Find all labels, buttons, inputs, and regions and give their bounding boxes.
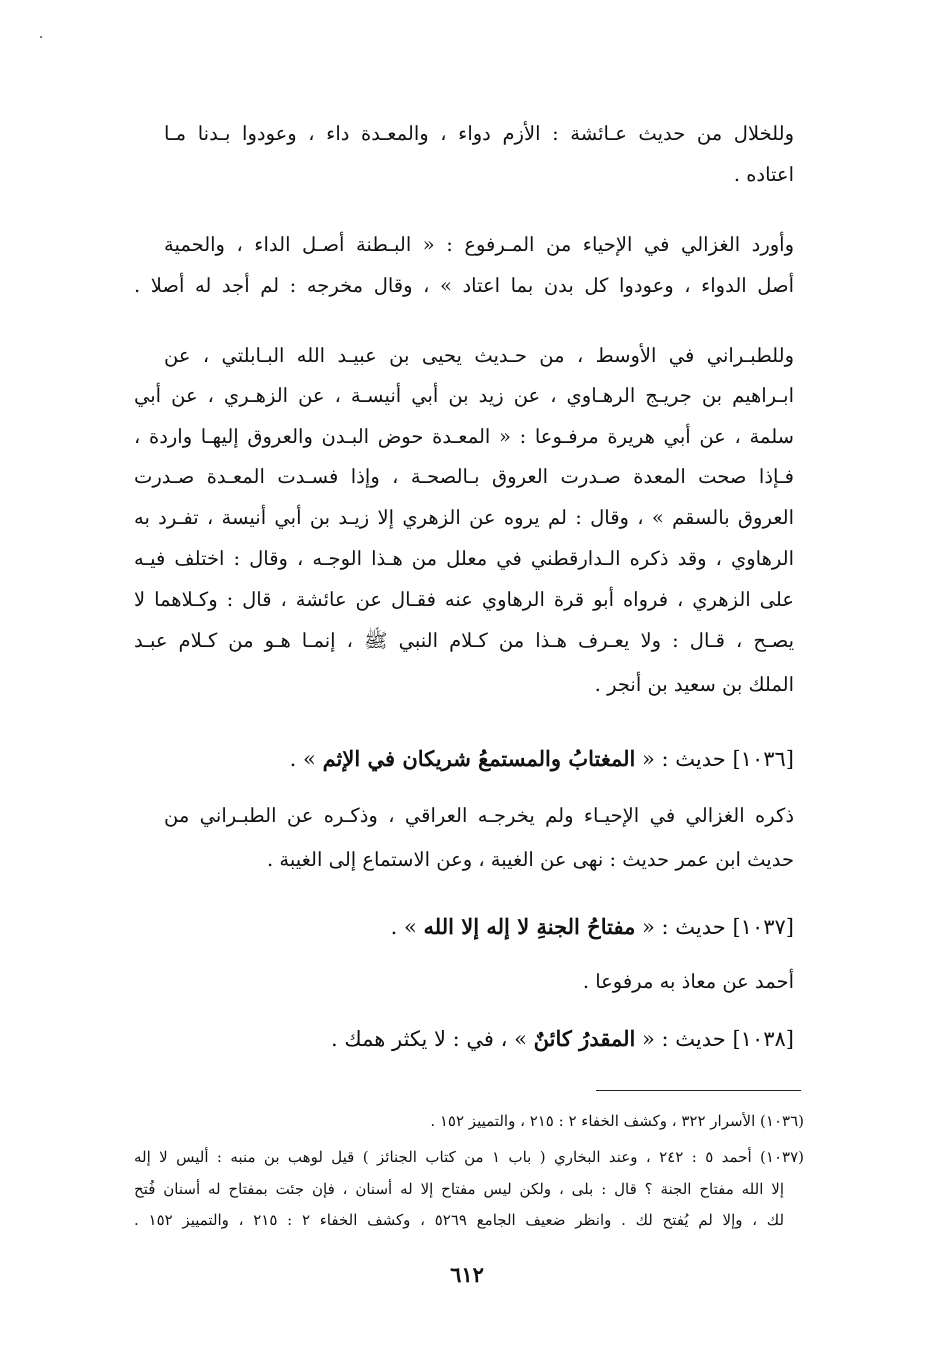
body-line: يصـح ، قـال : ولا يعـرف هـذا من كـلام النبي ﷺ ، إنمـا هـو من كـلام عبـد bbox=[134, 629, 794, 652]
hadith-number: [١٠٣٧] bbox=[732, 915, 794, 939]
body-line: وللخلال من حديث عـائشة : الأزم دواء ، والمعـدة داء ، وعودوا بـدنا مـا bbox=[164, 122, 794, 145]
body-line: الملك بن سعيد بن أنجر . bbox=[594, 673, 794, 696]
hadith-heading-1037 bbox=[164, 910, 794, 944]
body-line: سلمة ، عن أبي هريرة مرفـوعا : « المعـدة حوض البـدن والعروق إليهـا واردة ، bbox=[134, 425, 794, 448]
hadith-number: [١٠٣٦] bbox=[732, 747, 794, 771]
hadith-suffix: » . bbox=[390, 915, 417, 939]
hadith-number: [١٠٣٨] bbox=[732, 1027, 794, 1051]
body-line: وللطبـراني في الأوسط ، من حـديث يحيى بن عبيـد الله البـابلتي ، عن bbox=[164, 344, 794, 367]
hadith-text: مفتاحُ الجنةِ لا إله إلا الله bbox=[423, 914, 636, 939]
footnote-line: إلا الله مفتاح الجنة ؟ قال : بلى ، ولكن ليس مفتاح إلا له أسنان ، فإن جئت بمفتاح له أسنان فُتح bbox=[134, 1180, 784, 1198]
body-line: الرهاوي ، وقد ذكره الـدارقطني في معلل من هـذا الوجـه ، وقال : اختلف فيـه bbox=[134, 547, 794, 570]
hadith-suffix: » ، في : لا يكثر همك . bbox=[331, 1027, 527, 1051]
body-line: العروق بالسقم » ، وقال : لم يروه عن الزهري إلا زيـد بن أبي أنيسة ، تفـرد به bbox=[134, 506, 794, 529]
body-line: على الزهري ، فرواه أبو قرة الرهاوي عنه فقـال عن عائشة ، قال : وكـلاهما لا bbox=[134, 588, 794, 611]
body-line: فـإذا صحت المعدة صـدرت العروق بـالصحـة ، وإذا فسـدت المعـدة صـدرت bbox=[134, 465, 794, 488]
body-line: أصل الدواء ، وعودوا كل بدن بما اعتاد » ، وقال مخرجه : لم أجد له أصلا . bbox=[134, 274, 794, 297]
body-line: اعتاده . bbox=[733, 163, 794, 186]
hadith-prefix: حديث : « bbox=[642, 747, 726, 771]
footnote-separator bbox=[596, 1090, 801, 1091]
page-number: ٦١٢ bbox=[450, 1262, 484, 1287]
hadith-prefix: حديث : « bbox=[642, 915, 726, 939]
footnote-line: (١٠٣٦) الأسرار ٣٢٢ ، وكشف الخفاء ٢ : ٢١٥ ، والتمييز ١٥٢ . bbox=[430, 1112, 804, 1130]
hadith-heading-1038 bbox=[164, 1022, 794, 1056]
hadith-text: المغتابُ والمستمعُ شريكان في الإثم bbox=[322, 746, 636, 771]
footnote-line: (١٠٣٧) أحمد ٥ : ٢٤٢ ، وعند البخاري ( باب ١ من كتاب الجنائز ) قيل لوهب بن منبه : أليس لا إله bbox=[134, 1148, 805, 1166]
hadith-text: المقدرُ كائنٌ bbox=[533, 1026, 636, 1051]
body-line: ذكره الغزالي في الإحيـاء ولم يخرجـه العراقي ، وذكـره عن الطبـراني من bbox=[164, 804, 794, 827]
scan-speck bbox=[40, 36, 42, 38]
hadith-heading-1036 bbox=[164, 742, 794, 776]
footnote-line: لك ، وإلا لم يُفتح لك . وانظر ضعيف الجامع ٥٢٦٩ ، وكشف الخفاء ٢ : ٢١٥ ، والتمييز ١٥٢ . bbox=[134, 1211, 785, 1229]
body-line: حديث ابن عمر حديث : نهى عن الغيبة ، وعن الاستماع إلى الغيبة . bbox=[267, 848, 794, 871]
hadith-suffix: » . bbox=[289, 747, 316, 771]
body-line: أحمد عن معاذ به مرفوعا . bbox=[582, 970, 794, 993]
body-line: ابـراهيم بن جريـج الرهـاوي ، عن زيد بن أبي أنيسـة ، عن الزهـري ، عن أبي bbox=[134, 384, 794, 407]
body-line: وأورد الغزالي في الإحياء من المـرفوع : « البـطنة أصـل الداء ، والحمية bbox=[164, 233, 794, 256]
hadith-prefix: حديث : « bbox=[642, 1027, 726, 1051]
